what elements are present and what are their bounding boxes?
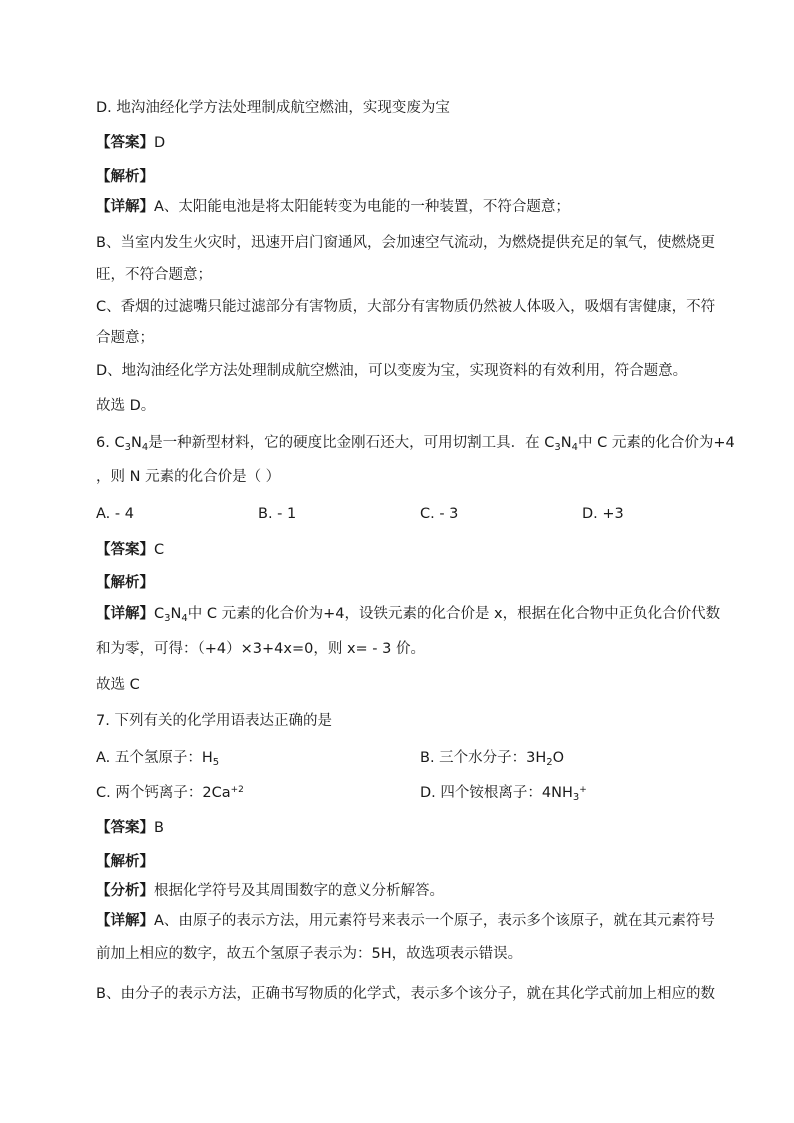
formula-sub: 3 xyxy=(164,613,171,624)
option-text: B. 三个水分子：3H xyxy=(420,750,547,766)
question-6-option-a: A. - 4 xyxy=(96,506,134,522)
analysis-tag: 【解析】 xyxy=(96,169,154,185)
formula-sub: 4 xyxy=(181,613,188,624)
question-6-stem xyxy=(96,433,735,453)
stem-text: 是一种新型材料，它的硬度比金刚石还大，可用切割工具．在 xyxy=(148,435,545,451)
detail-line-d: D、地沟油经化学方法处理制成航空燃油，可以变废为宝，实现资料的有效利用，符合题意。 xyxy=(96,363,688,379)
detail-line-c1: C、香烟的过滤嘴只能过滤部分有害物质，大部分有害物质仍然被人体吸入，吸烟有害健康，不符 xyxy=(96,299,716,315)
formula-sub: 5 xyxy=(212,757,220,768)
option-text: C. 两个钙离子：2Ca xyxy=(96,785,231,801)
formula-sup: + xyxy=(579,785,587,795)
option-text: A. 五个氢原子：H xyxy=(96,750,213,766)
answer-tag: 【答案】 xyxy=(96,135,154,151)
formula-n: N xyxy=(130,435,142,451)
option-text: O xyxy=(552,750,565,766)
formula-sub: 4 xyxy=(141,442,149,453)
question-6-answer-line xyxy=(96,540,164,560)
question-6-option-b: B. - 1 xyxy=(258,506,297,522)
question-6-stem-line2: ，则 N 元素的化合价是（ ） xyxy=(96,469,281,485)
formula-c: C xyxy=(114,435,125,451)
formula-sub: 3 xyxy=(124,442,131,453)
detail-line-c2: 合题意； xyxy=(96,330,154,346)
detail-tag: 【详解】 xyxy=(96,913,154,929)
detail-tag: 【详解】 xyxy=(96,199,154,215)
question-7-option-b xyxy=(420,748,564,768)
formula-c: C xyxy=(544,435,555,451)
question-6-option-c: C. - 3 xyxy=(420,506,459,522)
question-7-answer-line xyxy=(96,818,164,838)
option-text: D. 四个铵根离子：4NH xyxy=(420,785,573,801)
question-6-detail-line1 xyxy=(96,604,720,624)
detail-line-b1: B、当室内发生火灾时，迅速开启门窗通风，会加速空气流动，为燃烧提供充足的氧气，使燃烧更 xyxy=(96,235,715,251)
formula-n: N xyxy=(560,435,572,451)
answer-value: C xyxy=(154,542,165,558)
stem-text: 中 C 元素的化合价为+4 xyxy=(578,435,735,451)
question-6-detail-line2: 和为零，可得：（+4）×3+4x=0，则 x= - 3 价。 xyxy=(96,641,425,657)
question-7-detail-line2: 前加上相应的数字，故五个氢原子表示为：5H，故选项表示错误。 xyxy=(96,946,523,962)
question-6-conclusion: 故选 C xyxy=(96,677,140,693)
option-d-text: D. 地沟油经化学方法处理制成航空燃油，实现变废为宝 xyxy=(96,100,450,116)
formula-sub: 2 xyxy=(546,757,553,768)
question-7-detail-line1 xyxy=(96,911,715,931)
fenxi-tag: 【分析】 xyxy=(96,883,154,899)
formula-n: N xyxy=(170,606,182,622)
detail-tag: 【详解】 xyxy=(96,606,154,622)
formula-c: C xyxy=(154,606,165,622)
formula-sub: 4 xyxy=(571,442,579,453)
question-7-stem: 7. 下列有关的化学用语表达正确的是 xyxy=(96,713,332,729)
question-6-analysis-tag: 【解析】 xyxy=(96,575,154,591)
formula-sub: 3 xyxy=(554,442,561,453)
fenxi-text: 根据化学符号及其周围数字的意义分析解答。 xyxy=(154,883,444,899)
answer-value: B xyxy=(154,820,164,836)
detail-text: 中 C 元素的化合价为+4，设铁元素的化合价是 x，根据在化合物中正负化合价代数 xyxy=(187,606,721,622)
detail-text: A、由原子的表示方法，用元素符号来表示一个原子，表示多个该原子，就在其元素符号 xyxy=(154,913,715,929)
detail-line-a xyxy=(96,197,570,217)
question-7-analysis-tag: 【解析】 xyxy=(96,854,154,870)
answer-line xyxy=(96,133,165,153)
formula-sub: 3 xyxy=(572,792,580,803)
question-7-fenxi-line xyxy=(96,881,444,901)
question-7-option-d xyxy=(420,783,587,803)
answer-tag: 【答案】 xyxy=(96,542,154,558)
detail-text-a: A、太阳能电池是将太阳能转变为电能的一种装置，不符合题意； xyxy=(154,199,570,215)
formula-sup: +2 xyxy=(230,785,244,795)
answer-value: D xyxy=(154,135,166,151)
question-number: 6. xyxy=(96,435,115,451)
conclusion-line: 故选 D。 xyxy=(96,398,156,414)
question-7-option-a xyxy=(96,748,219,768)
answer-tag: 【答案】 xyxy=(96,820,154,836)
question-6-option-d: D. +3 xyxy=(582,506,624,522)
question-7-option-c xyxy=(96,783,244,803)
question-7-detail-line3: B、由分子的表示方法，正确书写物质的化学式，表示多个该分子，就在其化学式前加上相应的数 xyxy=(96,986,715,1002)
detail-line-b2: 旺，不符合题意； xyxy=(96,267,212,283)
